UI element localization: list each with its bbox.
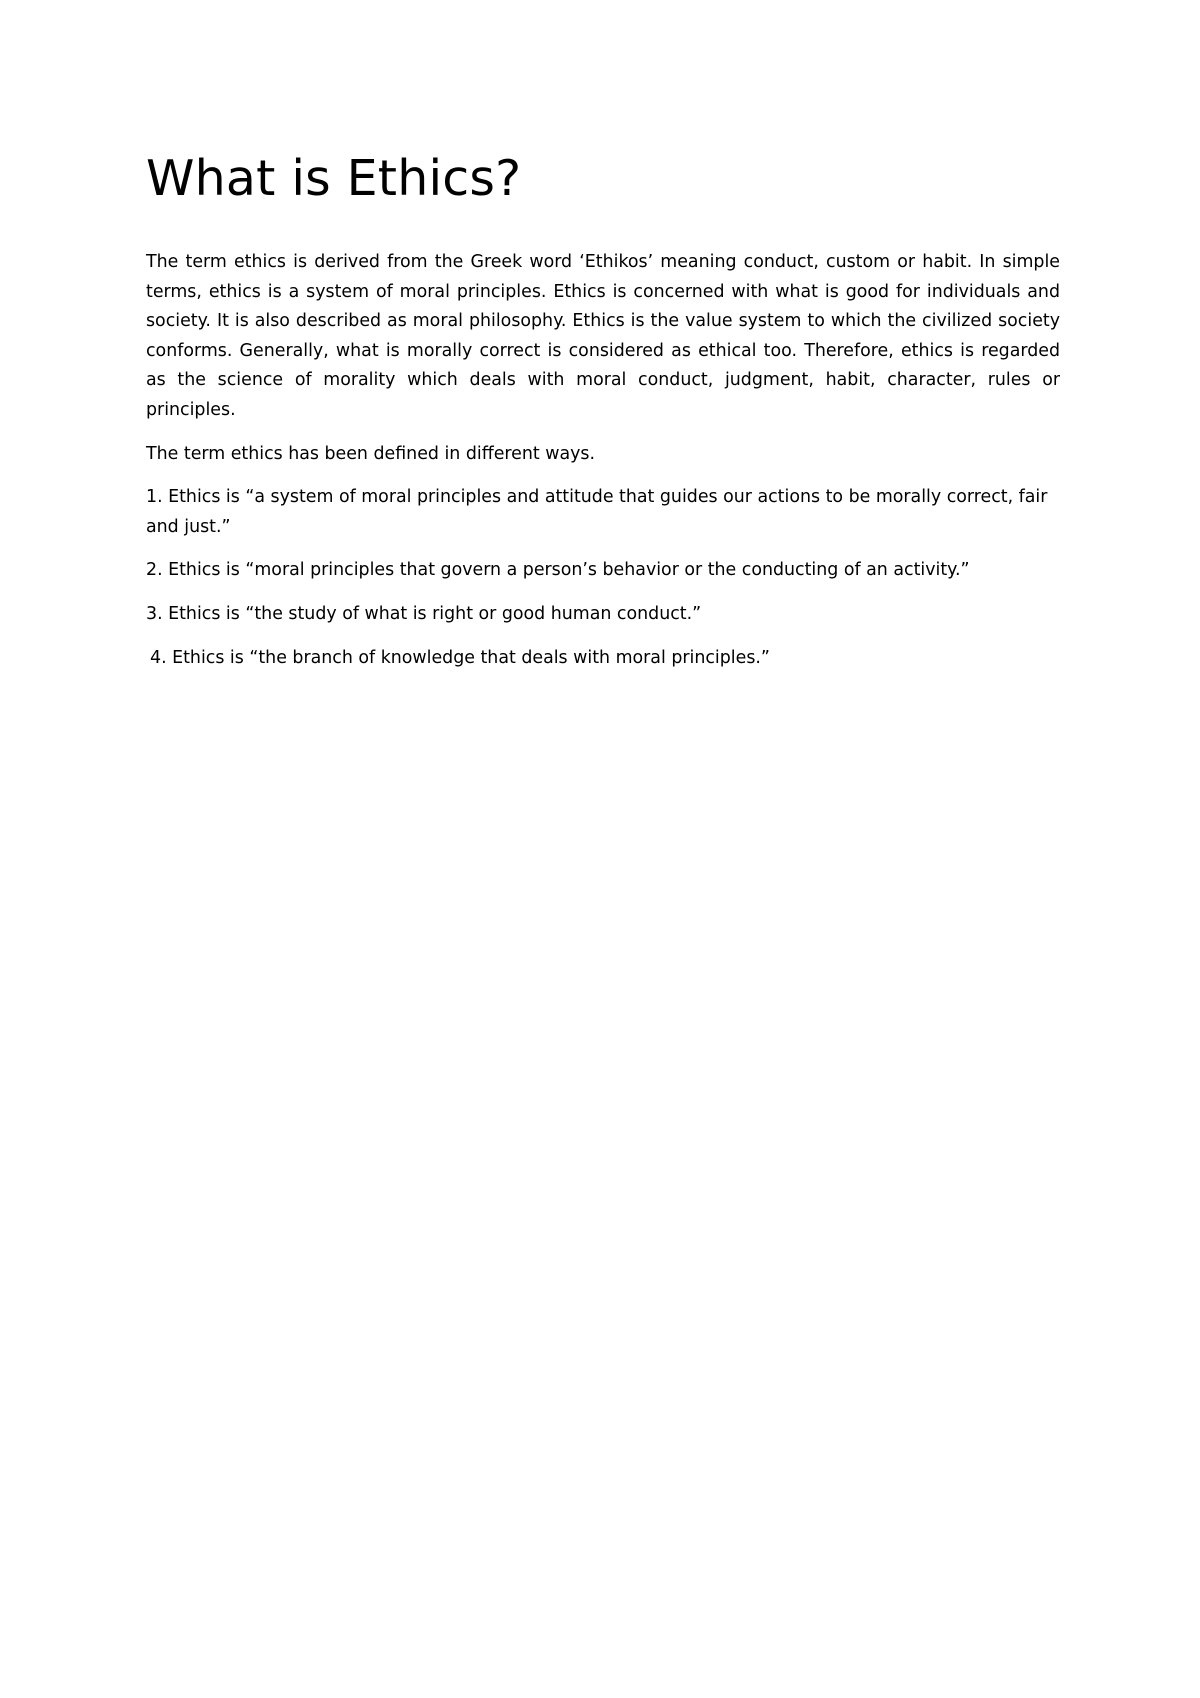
- definition-item-2: 2. Ethics is “moral principles that govern a person’s behavior or the conducting of an activity.”: [146, 560, 970, 581]
- document-body: [146, 148, 1060, 673]
- definition-item-4: 4. Ethics is “the branch of knowledge that deals with moral principles.”: [150, 647, 770, 668]
- definitions-intro: The term ethics has been defined in different ways.: [146, 443, 595, 464]
- page-title: What is Ethics?: [146, 150, 522, 207]
- definition-item-1: 1. Ethics is “a system of moral principles and attitude that guides our actions to be morally correct, fair and just.”: [146, 487, 1048, 537]
- intro-paragraph: The term ethics is derived from the Greek word ‘Ethikos’ meaning conduct, custom or habit. In simple terms, ethics is a system of moral principles. Ethics is concerned with what is good for individuals and society. It is also described as moral philosophy. Ethics is the value system to which the civilized society conforms. Generally, what is morally correct is considered as ethical too. Therefore, ethics is regarded as the science of morality which deals with moral conduct, judgment, habit, character, rules or principles.: [146, 252, 1060, 420]
- definition-item-3: 3. Ethics is “the study of what is right or good human conduct.”: [146, 603, 702, 624]
